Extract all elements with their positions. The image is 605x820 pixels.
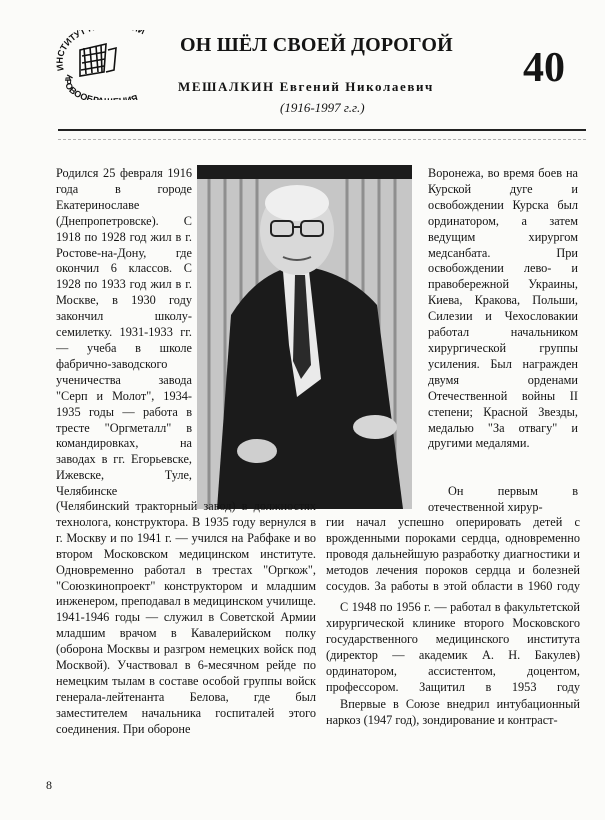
text-block-right-3: Впервые в Союзе внедрил интубационный наркоз (1947 год), зондирование и контраст- (326, 697, 580, 727)
text-block-right-1: гии начал успешно оперировать детей с врожденными пороками сердца, одновременно проводя дальнейшую разработку диагностики и методов лечения пороков сердца и болезней сосудов. За работы в этой области в 1960 году (326, 515, 580, 593)
logo-text-bottom: КРОВООБ Я (62, 72, 139, 100)
institute-logo (50, 30, 166, 100)
svg-text:КРОВООБРАЩЕНИЯ (63, 73, 139, 100)
text-block-right-2: С 1948 по 1956 г. — работал в факультетской хирургической клинике второго Московского государственного медицинского института (директор — академик А. Н. Бакулев) ординатором, ассистентом, доцентом, профессором. Защитил в 1953 году (326, 600, 580, 694)
text-column-right-2: Он первым в отечественной хирур- (428, 484, 578, 514)
text-block-lower-left: (Челябинский тракторный завод) в должностях технолога, конструктора. В 1935 году вернулся в г. Москву и по 1941 г. — учился на Рабфаке и во втором Московском медицинском институте. Одновременно работал в трестах "Оргкож", "Союзкинопроект" конструктором и младшим инженером, преподавал в медицинском училище. 1941-1946 годы — служил в Советской Армии младшим врачом в Кавалерийском полку (оборона Москвы и разгром немецких войск под Москвой). Участвовал в 6-месячном рейде по немецким тылам в составе особой группы войск генерала-лейтенанта Белова, где был заместителем начальника госпиталей этого соединения. При обороне (56, 499, 316, 736)
person-name: МЕШАЛКИН Евгений Николаевич (178, 79, 434, 94)
logo-emblem (80, 44, 116, 76)
text-column-left: Родился 25 февраля 1916 года в городе Екатеринославе (Днепропетровске). С 1918 по 1928 год жил в г. Ростове-на-Дону, где окончил 6 классов. С 1928 по 1933 год жил в г. Москве, в 1930 году закончил школу-семилетку. 1931-1933 гг. — учеба в школе фабрично-заводского ученичества завода "Серп и Молот", 1934-1935 годы — работа в тресте "Оргметалл" в командировках, на заводах в гг. Егорьевске, Ижевске, Туле, Челябинске (56, 166, 192, 498)
article-title: ОН ШЁЛ СВОЕЙ ДОРОГОЙ (180, 34, 453, 56)
header-rule (58, 129, 586, 131)
portrait-photo (197, 165, 412, 509)
logo-text-top: ИНСТИТУТ И (54, 30, 147, 72)
text-column-right: Воронежа, во время боев на Курской дуге и освобождении Курска был ординатором, а затем ведущим хирургом медсанбата. При освобождении лево- и правобережной Украины, Киева, Кракова, Польши, Силезии и Чехословакии работал начальником хирургической группы усиления. Был награжден двумя орденами Отечественной войны II степени; Красной Звезды, медалью "За отвагу" и другими медалями. (428, 166, 578, 451)
article-number: 40 (523, 45, 565, 91)
page-number: 8 (46, 778, 52, 792)
header-rule-dashed (58, 139, 586, 141)
life-years: (1916-1997 г.г.) (280, 100, 365, 115)
